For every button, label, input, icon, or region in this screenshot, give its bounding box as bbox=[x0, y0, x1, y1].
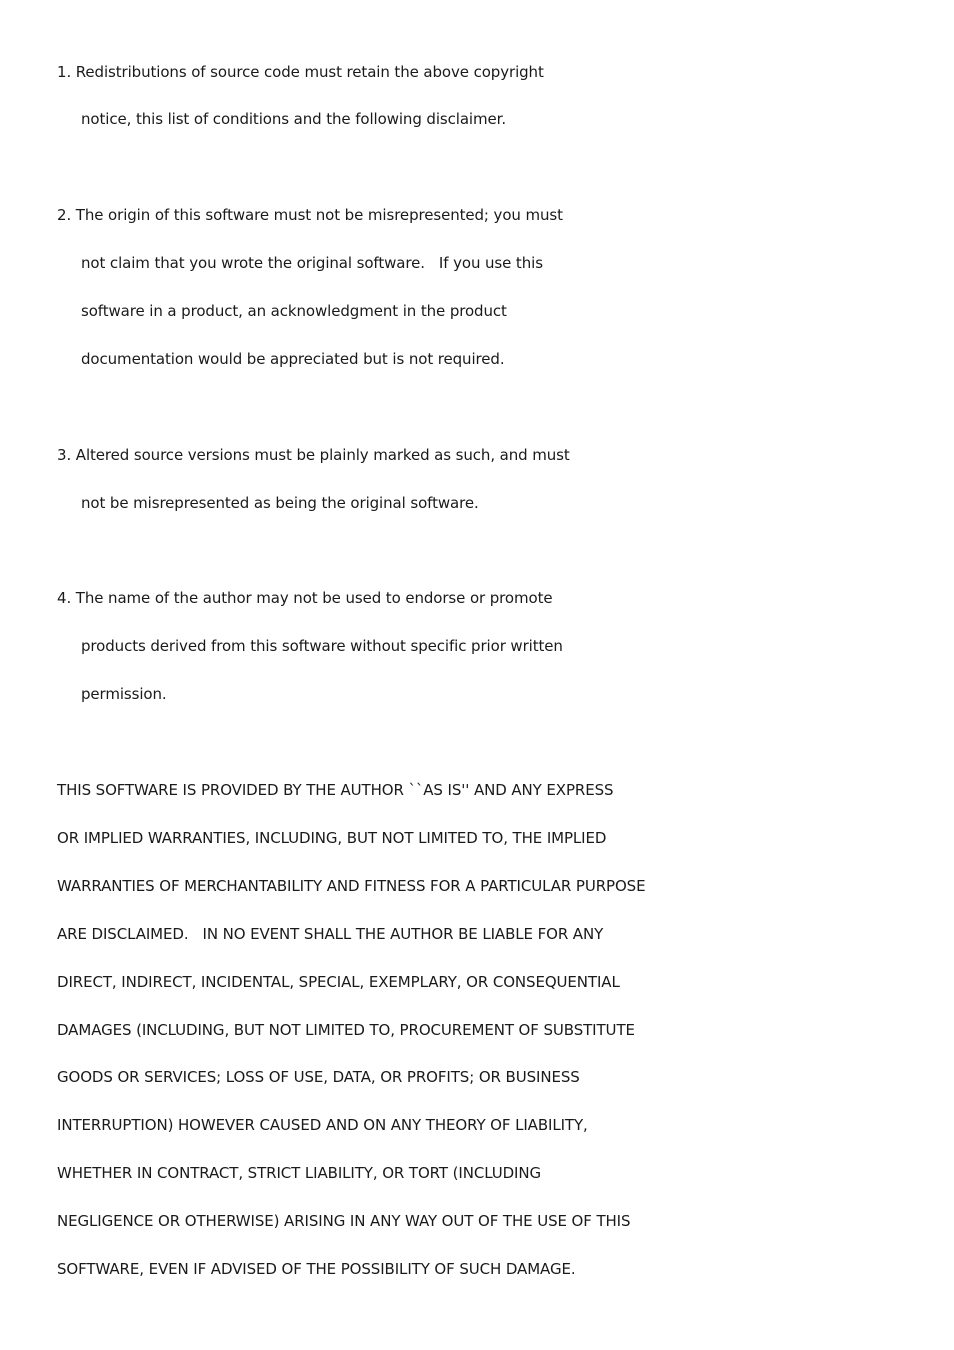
condition-3-line-2: not be misrepresented as being the original software. bbox=[81, 494, 479, 512]
disclaimer-line-9: WHETHER IN CONTRACT, STRICT LIABILITY, OR TORT (INCLUDING bbox=[57, 1164, 541, 1182]
disclaimer-line-5: DIRECT, INDIRECT, INCIDENTAL, SPECIAL, EXEMPLARY, OR CONSEQUENTIAL bbox=[57, 973, 620, 991]
condition-1-line-2: notice, this list of conditions and the following disclaimer. bbox=[81, 110, 506, 128]
condition-2-line-1: 2. The origin of this software must not be misrepresented; you must bbox=[57, 206, 563, 224]
disclaimer-line-1: THIS SOFTWARE IS PROVIDED BY THE AUTHOR ``AS IS'' AND ANY EXPRESS bbox=[57, 781, 614, 799]
condition-2-line-2: not claim that you wrote the original software. If you use this bbox=[81, 254, 543, 272]
disclaimer-line-2: OR IMPLIED WARRANTIES, INCLUDING, BUT NOT LIMITED TO, THE IMPLIED bbox=[57, 829, 607, 847]
disclaimer-line-11: SOFTWARE, EVEN IF ADVISED OF THE POSSIBILITY OF SUCH DAMAGE. bbox=[57, 1260, 576, 1278]
condition-4-line-1: 4. The name of the author may not be used to endorse or promote bbox=[57, 589, 553, 607]
condition-3-line-1: 3. Altered source versions must be plainly marked as such, and must bbox=[57, 446, 570, 464]
disclaimer-line-4: ARE DISCLAIMED. IN NO EVENT SHALL THE AUTHOR BE LIABLE FOR ANY bbox=[57, 925, 604, 943]
disclaimer-line-7: GOODS OR SERVICES; LOSS OF USE, DATA, OR PROFITS; OR BUSINESS bbox=[57, 1068, 580, 1086]
disclaimer-line-6: DAMAGES (INCLUDING, BUT NOT LIMITED TO, PROCUREMENT OF SUBSTITUTE bbox=[57, 1021, 635, 1039]
disclaimer-line-10: NEGLIGENCE OR OTHERWISE) ARISING IN ANY WAY OUT OF THE USE OF THIS bbox=[57, 1212, 631, 1230]
condition-4-line-3: permission. bbox=[81, 685, 167, 703]
condition-1-line-1: 1. Redistributions of source code must retain the above copyright bbox=[57, 63, 544, 81]
condition-4-line-2: products derived from this software without specific prior written bbox=[81, 637, 563, 655]
disclaimer-line-8: INTERRUPTION) HOWEVER CAUSED AND ON ANY THEORY OF LIABILITY, bbox=[57, 1116, 588, 1134]
condition-2-line-3: software in a product, an acknowledgment in the product bbox=[81, 302, 507, 320]
condition-2-line-4: documentation would be appreciated but is not required. bbox=[81, 350, 505, 368]
disclaimer-line-3: WARRANTIES OF MERCHANTABILITY AND FITNESS FOR A PARTICULAR PURPOSE bbox=[57, 877, 646, 895]
